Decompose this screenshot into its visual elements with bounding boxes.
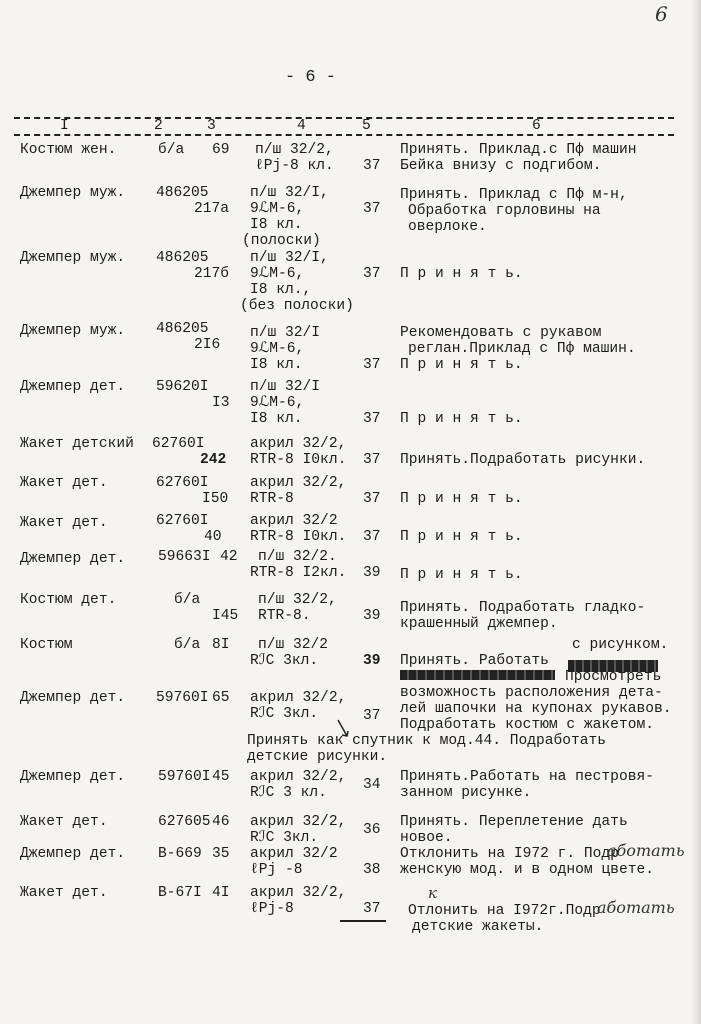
item-model: 486205 <box>156 185 209 201</box>
item-score: 37 <box>363 901 381 917</box>
item-decision: П р и н я т ь. <box>400 266 523 282</box>
item-decision: реглан.Приклад с Пф машин. <box>408 341 636 357</box>
item-decision: Принять. Подработать гладко- <box>400 600 646 616</box>
item-decision: Принять. Приклад.с Пф машин <box>400 142 637 158</box>
item-material: RTR-8 I0кл. <box>250 452 347 468</box>
item-material: п/ш 32/I <box>250 325 321 341</box>
column-number-2: 2 <box>154 118 163 134</box>
item-material: RℐC 3кл. <box>250 653 319 669</box>
item-model: 486205 <box>156 321 209 337</box>
item-score: 37 <box>363 201 381 217</box>
item-material: RℐC 3кл. <box>250 706 319 722</box>
item-name: Жакет дет. <box>20 515 108 531</box>
item-score: 38 <box>363 862 381 878</box>
item-model: 59760I <box>156 690 209 706</box>
item-decision: Рекомендовать с рукавом <box>400 325 602 341</box>
item-material: RTR-8. <box>258 608 311 624</box>
handwritten-correction: аботать <box>597 898 675 917</box>
item-score: 36 <box>363 822 381 838</box>
item-material: акрил 32/2, <box>250 690 347 706</box>
overtyped-word <box>400 670 555 680</box>
page-number: - 6 - <box>285 68 337 87</box>
item-decision: Принять. Работать <box>400 653 549 669</box>
item-decision: Бейка внизу с подгибом. <box>400 158 602 174</box>
item-decision: Обработка горловины на <box>408 203 601 219</box>
item-decision: П р и н я т ь. <box>400 491 523 507</box>
item-decision-insert: с рисунком. <box>572 637 669 653</box>
separator-rule-top <box>14 117 674 119</box>
item-name: Жакет детский <box>20 436 134 452</box>
item-score: 37 <box>363 158 381 174</box>
handwritten-correction: аботать <box>607 841 685 860</box>
item-name: Джемпер дет. <box>20 379 126 395</box>
item-material: акрил 32/2, <box>250 436 347 452</box>
column-number-3: 3 <box>207 118 216 134</box>
item-model: б/а <box>174 592 201 608</box>
item-material: (полоски) <box>242 233 321 249</box>
item-model: 62760I <box>156 475 209 491</box>
item-material: п/ш 32/2. <box>258 549 337 565</box>
item-decision: Подработать костюм с жакетом. <box>400 717 654 733</box>
item-model: В-67I <box>158 885 202 901</box>
item-score: 37 <box>363 357 381 373</box>
item-score: 37 <box>363 708 381 724</box>
item-material: акрил 32/2, <box>250 885 347 901</box>
item-score: 37 <box>363 266 381 282</box>
item-name: Жакет дет. <box>20 885 108 901</box>
item-name: Костюм <box>20 637 73 653</box>
item-decision: детские рисунки. <box>247 749 388 765</box>
item-decision: П р и н я т ь. <box>400 411 523 427</box>
item-decision: детские жакеты. <box>412 919 544 935</box>
item-name: Жакет дет. <box>20 814 108 830</box>
item-material: (без полоски) <box>240 298 354 314</box>
item-qty: 242 <box>200 452 227 468</box>
item-material: п/ш 32/2, <box>258 592 337 608</box>
item-material: п/ш 32/2 <box>258 637 329 653</box>
item-model: 59620I <box>156 379 209 395</box>
item-material: I8 кл. <box>250 217 303 233</box>
item-material: 9ℒМ-6, <box>250 201 305 217</box>
item-decision: Отлонить на I972г.Подр <box>408 903 601 919</box>
item-score: 37 <box>363 452 381 468</box>
item-material: ℓРj-8 <box>250 901 294 917</box>
item-model: б/а <box>174 637 201 653</box>
item-material: ℓРj-8 кл. <box>255 158 334 174</box>
item-material: 9ℒМ-6, <box>250 341 305 357</box>
item-decision: Просмотреть <box>565 669 662 685</box>
corner-mark: 6 <box>655 2 668 26</box>
item-material: акрил 32/2, <box>250 814 347 830</box>
item-material: RTR-8 <box>250 491 294 507</box>
item-score: 37 <box>363 491 381 507</box>
handwritten-insert-mark: к <box>428 884 437 902</box>
item-qty: 217б <box>194 266 230 282</box>
item-name: Джемпер муж. <box>20 185 126 201</box>
item-qty: 35 <box>212 846 230 862</box>
item-name: Джемпер муж. <box>20 323 126 339</box>
item-name: Костюм жен. <box>20 142 117 158</box>
item-score: 34 <box>363 777 381 793</box>
item-qty: 46 <box>212 814 230 830</box>
item-material: акрил 32/2, <box>250 475 347 491</box>
item-qty: 40 <box>204 529 222 545</box>
item-material: 9ℒМ-6, <box>250 266 305 282</box>
paper-edge-shadow <box>691 0 701 1024</box>
item-decision: Принять. Приклад с Пф м-н, <box>400 187 628 203</box>
item-score: 39 <box>363 608 381 624</box>
item-name: Джемпер дет. <box>20 551 126 567</box>
item-decision: Принять как спутник к мод.44. Подработать <box>247 733 607 749</box>
column-number-6: 6 <box>532 118 541 134</box>
item-decision: П р и н я т ь. <box>400 567 523 583</box>
item-qty: 8I <box>212 637 230 653</box>
item-model: В-669 <box>158 846 202 862</box>
item-decision: крашенный джемпер. <box>400 616 558 632</box>
item-material: п/ш 32/I <box>250 379 321 395</box>
item-qty: 2I6 <box>194 337 221 353</box>
item-qty: 45 <box>212 769 230 785</box>
item-name: Джемпер муж. <box>20 250 126 266</box>
column-header-separator <box>14 117 674 137</box>
item-decision: П р и н я т ь. <box>400 529 523 545</box>
item-decision: женскую мод. и в одном цвете. <box>400 862 654 878</box>
item-score: 37 <box>363 411 381 427</box>
item-decision: новое. <box>400 830 453 846</box>
item-score: 37 <box>363 529 381 545</box>
item-qty: 65 <box>212 690 230 706</box>
item-name: Джемпер дет. <box>20 769 126 785</box>
item-material: п/ш 32/I, <box>250 185 329 201</box>
item-model: 627605 <box>158 814 211 830</box>
item-material: п/ш 32/2, <box>255 142 334 158</box>
item-material: акрил 32/2 <box>250 846 338 862</box>
item-decision: Принять. Переплетение дать <box>400 814 628 830</box>
item-name: Джемпер дет. <box>20 690 126 706</box>
item-qty: 4I <box>212 885 230 901</box>
item-decision: занном рисунке. <box>400 785 532 801</box>
column-number-4: 4 <box>297 118 306 134</box>
item-decision: оверлоке. <box>408 219 487 235</box>
item-qty: 69 <box>212 142 230 158</box>
item-material: I8 кл. <box>250 411 303 427</box>
item-qty: I50 <box>202 491 229 507</box>
item-model: 59760I <box>158 769 211 785</box>
item-material: RTR-8 I0кл. <box>250 529 347 545</box>
item-material: I8 кл., <box>250 282 312 298</box>
item-decision: лей шапочки на купонах рукавов. <box>400 701 672 717</box>
item-score: 39 <box>363 653 381 669</box>
item-material: акрил 32/2, <box>250 769 347 785</box>
item-decision: Принять.Подработать рисунки. <box>400 452 646 468</box>
item-name: Джемпер дет. <box>20 846 126 862</box>
item-decision: П р и н я т ь. <box>400 357 523 373</box>
item-score: 39 <box>363 565 381 581</box>
item-qty: 42 <box>220 549 238 565</box>
item-material: п/ш 32/I, <box>250 250 329 266</box>
item-material: I8 кл. <box>250 357 303 373</box>
item-decision: Принять.Работать на пестровя- <box>400 769 654 785</box>
column-number-5: 5 <box>362 118 371 134</box>
item-material: ℓРj -8 <box>250 862 303 878</box>
item-material: RℐC 3 кл. <box>250 785 327 801</box>
item-model: 62760I <box>156 513 209 529</box>
item-name: Жакет дет. <box>20 475 108 491</box>
item-model: б/а <box>158 142 185 158</box>
item-material: RℐC 3кл. <box>250 830 319 846</box>
item-qty: 217а <box>194 201 230 217</box>
item-qty: I45 <box>212 608 239 624</box>
item-material: RTR-8 I2кл. <box>250 565 347 581</box>
item-material: 9ℒМ-6, <box>250 395 305 411</box>
item-decision: Отклонить на I972 г. Подр <box>400 846 619 862</box>
item-model: 59663I <box>158 549 211 565</box>
item-model: 62760I <box>152 436 205 452</box>
item-qty: I3 <box>212 395 230 411</box>
column-number-1: I <box>60 118 69 134</box>
item-decision: возможность расположения дета- <box>400 685 663 701</box>
item-material: акрил 32/2 <box>250 513 338 529</box>
separator-rule-bottom <box>14 134 674 136</box>
item-model: 486205 <box>156 250 209 266</box>
score-underline <box>340 920 386 922</box>
item-name: Костюм дет. <box>20 592 117 608</box>
